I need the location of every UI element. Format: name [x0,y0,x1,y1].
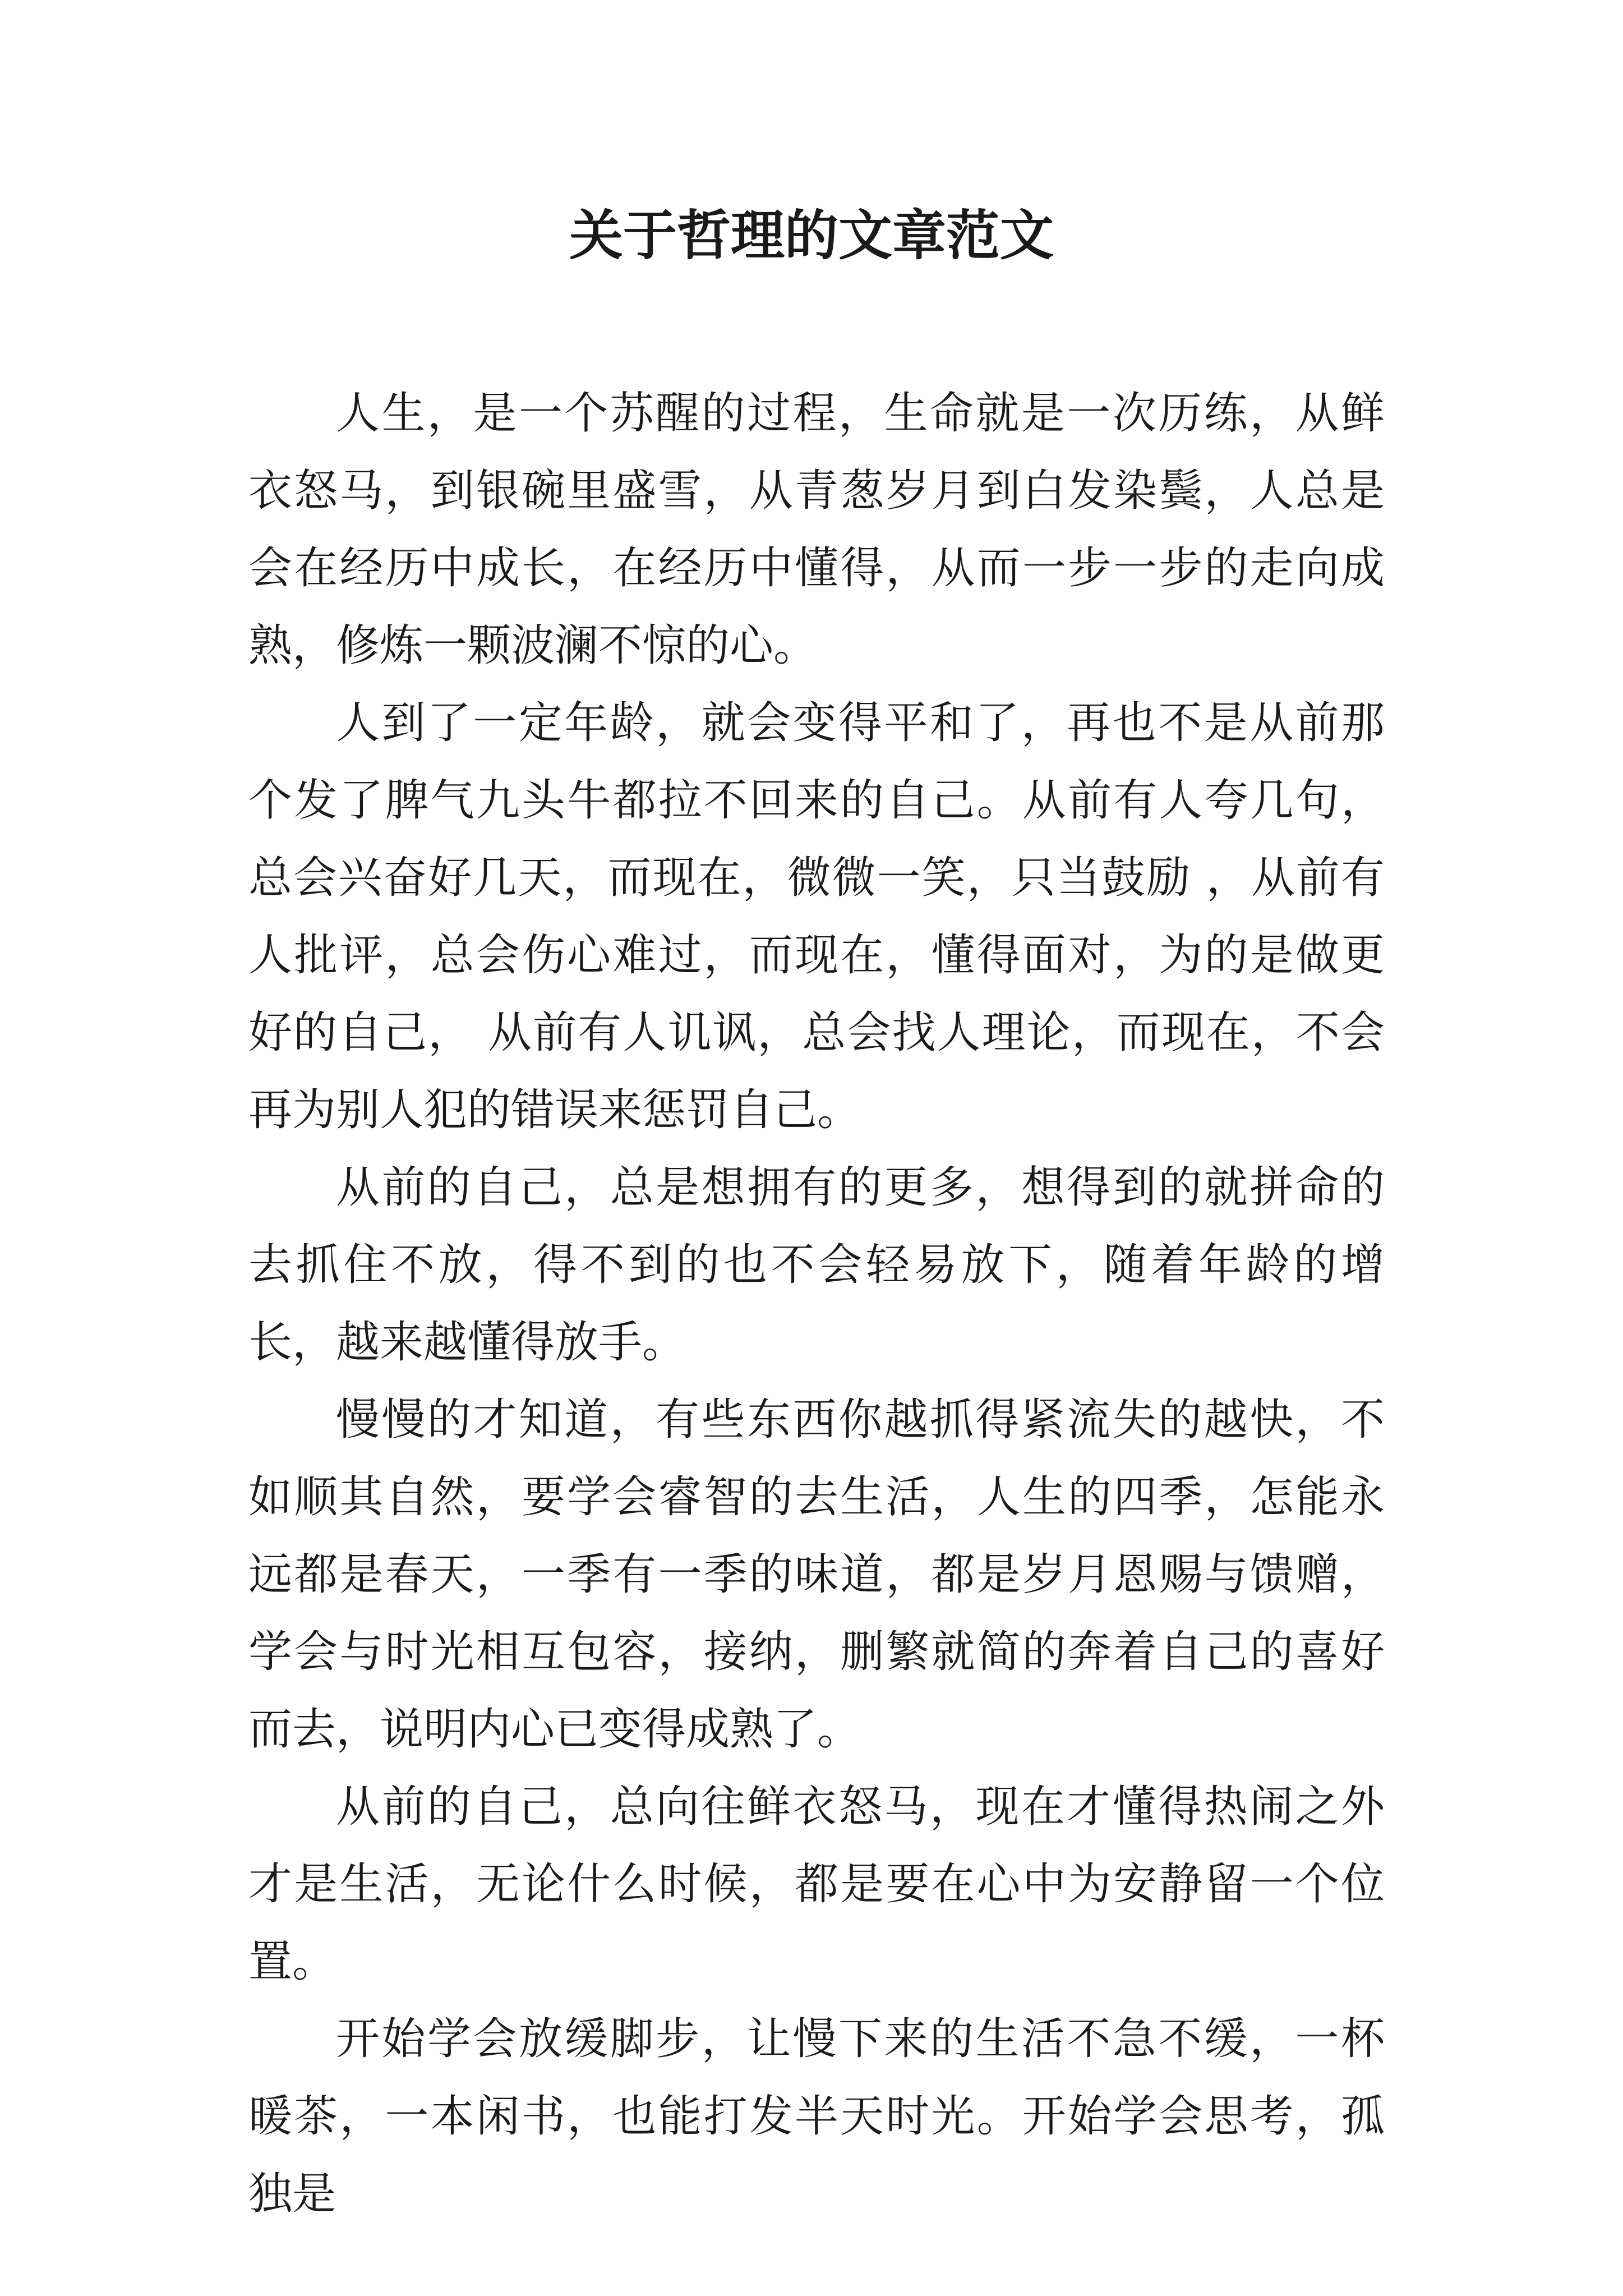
document-title: 关于哲理的文章范文 [569,204,1054,267]
paragraph: 慢慢的才知道，有些东西你越抓得紧流失的越快，不如顺其自然，要学会睿智的去生活，人生的四季，怎能永远都是春天，一季有一季的味道，都是岁月恩赐与馈赠，学会与时光相互包容，接纳，删繁就简的奔着自己的喜好而去，说明内心已变得成熟了。 [248,1395,1385,1755]
paragraph: 从前的自己，总是想拥有的更多，想得到的就拼命的去抓住不放，得不到的也不会轻易放下，随着年龄的增长，越来越懂得放手。 [248,1162,1385,1368]
document-body [248,375,1385,2233]
paragraph: 开始学会放缓脚步，让慢下来的生活不急不缓，一杯暖茶，一本闲书，也能打发半天时光。开始学会思考，孤独是 [248,2014,1385,2219]
paragraph: 人生，是一个苏醒的过程，生命就是一次历练，从鲜衣怒马，到银碗里盛雪，从青葱岁月到白发染鬓，人总是会在经历中成长，在经历中懂得，从而一步一步的走向成熟，修炼一颗波澜不惊的心。 [248,388,1385,671]
paragraph: 人到了一定年龄，就会变得平和了，再也不是从前那个发了脾气九头牛都拉不回来的自己。从前有人夸几句，总会兴奋好几天，而现在，微微一笑，只当鼓励 ，从前有人批评，总会伤心难过，而现在，懂得面对，为的是做更好的自己， 从前有人讥讽，总会找人理论，而现在，不会再为别人犯的错误来惩罚自己。 [248,698,1385,1135]
paragraph: 从前的自己，总向往鲜衣怒马，现在才懂得热闹之外才是生活，无论什么时候，都是要在心中为安静留一个位置。 [248,1782,1385,1987]
